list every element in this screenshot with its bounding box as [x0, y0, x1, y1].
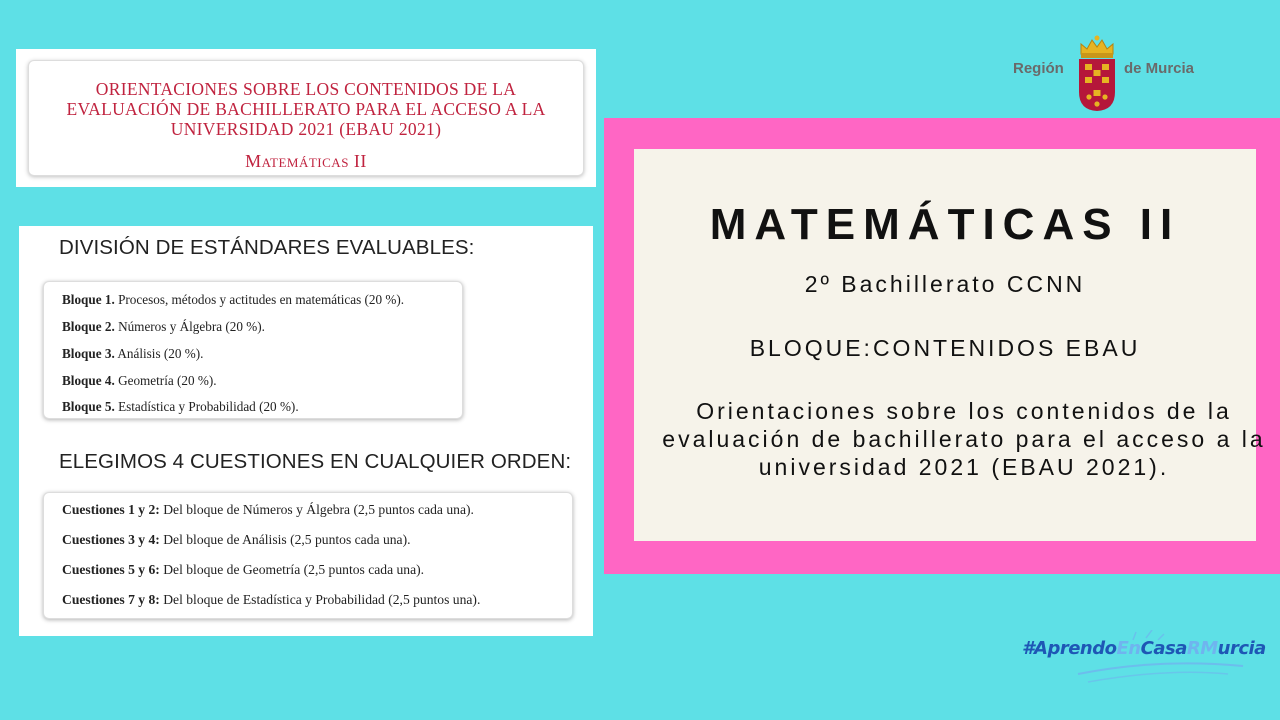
bloque-label: Bloque 3.: [62, 346, 115, 361]
hashtag-part-en: En: [1116, 638, 1141, 659]
bloque-label: Bloque 1.: [62, 292, 115, 307]
logo-text-region: Región: [1013, 60, 1064, 77]
bloque-text: Geometría (20 %).: [118, 373, 217, 388]
header-inner-box: [28, 60, 584, 176]
hashtag-logo: [1018, 630, 1266, 690]
hashtag-part-aprendo: #Aprendo: [1022, 638, 1117, 659]
header-card: [16, 49, 596, 187]
document-title: ORIENTACIONES SOBRE LOS CONTENIDOS DE LA EVALUACIÓN DE BACHILLERATO PARA EL ACCESO A LA UNIVERSIDAD 2021 (EBAU 2021): [66, 79, 546, 139]
document-panel: [19, 226, 593, 636]
cuestion-label: Cuestiones 7 y 8:: [62, 592, 160, 607]
cuestion-text: Del bloque de Estadística y Probabilidad (2,5 puntos una).: [163, 592, 481, 607]
bloque-row: [62, 373, 217, 389]
bloque-row: [62, 292, 404, 308]
region-murcia-logo: [1012, 34, 1212, 114]
bloque-label: BLOQUE:CONTENIDOS EBAU: [749, 335, 1141, 361]
bloque-row: [62, 319, 265, 335]
cuestion-label: Cuestiones 5 y 6:: [62, 562, 160, 577]
cuestion-text: Del bloque de Geometría (2,5 puntos cada una).: [163, 562, 425, 577]
bloque-label: Bloque 2.: [62, 319, 115, 334]
hashtag-part-rm: RM: [1186, 638, 1218, 659]
cuestion-row: [62, 502, 474, 518]
cuestiones-box: [43, 492, 573, 619]
coat-of-arms-icon: [1076, 34, 1118, 112]
document-subject: Matemáticas II: [245, 151, 367, 171]
cuestion-row: [62, 592, 480, 608]
bloque-text: Estadística y Probabilidad (20 %).: [118, 399, 299, 414]
cuestion-label: Cuestiones 1 y 2:: [62, 502, 160, 517]
questions-heading: ELEGIMOS 4 CUESTIONES EN CUALQUIER ORDEN:: [59, 450, 572, 473]
bloques-box: [43, 281, 463, 419]
bloque-row: [62, 346, 203, 362]
bloque-row: [62, 399, 299, 415]
bloque-label: Bloque 5.: [62, 399, 115, 414]
hashtag-part-casa: Casa: [1140, 638, 1187, 659]
bloque-text: Análisis (20 %).: [117, 346, 204, 361]
cuestion-text: Del bloque de Análisis (2,5 puntos cada una).: [163, 532, 411, 547]
course-subtitle: 2º Bachillerato CCNN: [804, 271, 1086, 297]
title-card: [634, 149, 1266, 541]
standards-heading: DIVISIÓN DE ESTÁNDARES EVALUABLES:: [59, 236, 475, 259]
logo-text-murcia: de Murcia: [1124, 60, 1195, 77]
cuestion-text: Del bloque de Números y Álgebra (2,5 puntos cada una).: [163, 502, 474, 517]
bloque-text: Procesos, métodos y actitudes en matemáticas (20 %).: [118, 292, 405, 307]
bloque-label: Bloque 4.: [62, 373, 115, 388]
course-description: Orientaciones sobre los contenidos de la evaluación de bachillerato para el acceso a la universidad 2021 (EBAU 2021).: [662, 398, 1266, 480]
cuestion-label: Cuestiones 3 y 4:: [62, 532, 160, 547]
course-title: MATEMÁTICAS II: [709, 200, 1181, 249]
bloque-text: Números y Álgebra (20 %).: [118, 319, 265, 334]
hashtag-text: [1022, 638, 1266, 659]
hashtag-part-urcia: urcia: [1217, 638, 1266, 659]
cuestion-row: [62, 532, 411, 548]
cuestion-row: [62, 562, 424, 578]
title-frame: [604, 118, 1280, 574]
